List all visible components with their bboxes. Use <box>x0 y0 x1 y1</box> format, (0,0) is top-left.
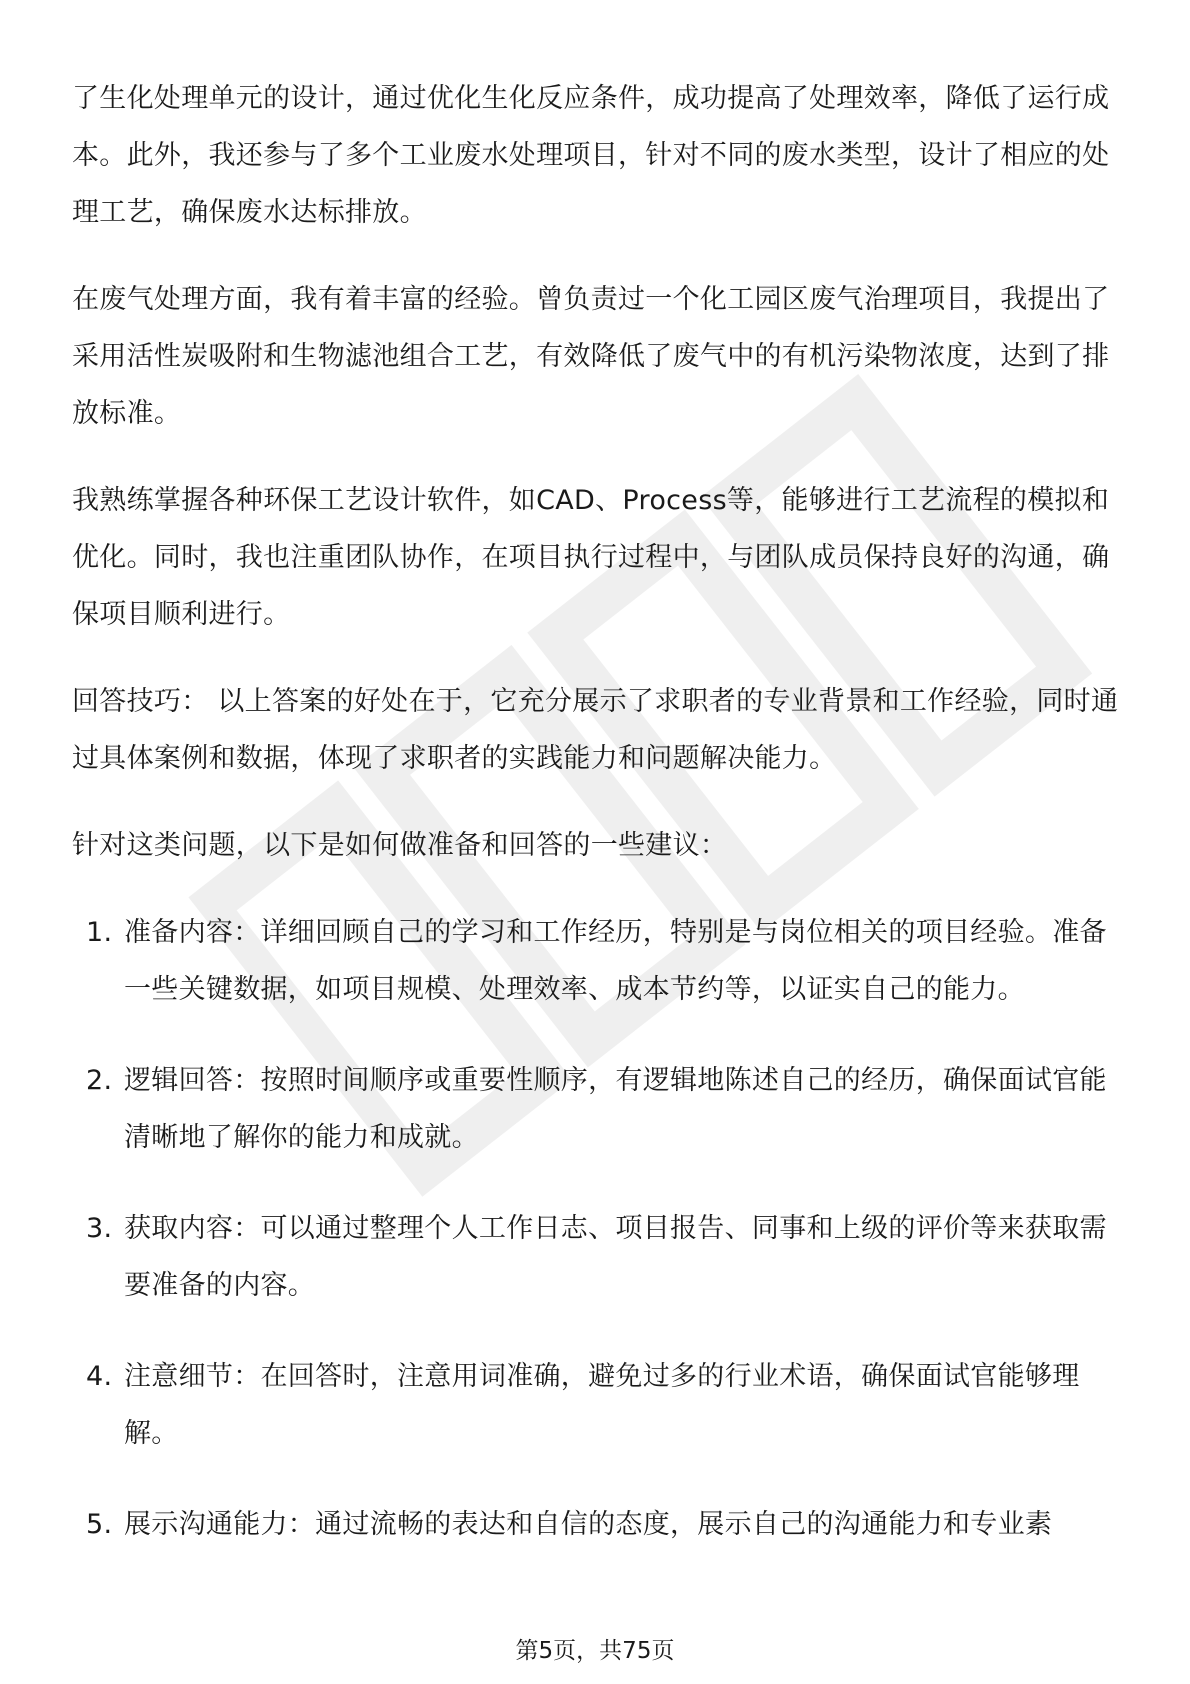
paragraph-software-skills: 我熟练掌握各种环保工艺设计软件，如CAD、Process等，能够进行工艺流程的模拟和优化。同时，我也注重团队协作，在项目执行过程中，与团队成员保持良好的沟通，确保项目顺利进行。 <box>72 485 1110 630</box>
document-page <box>72 70 1132 1587</box>
list-item-number: 4. <box>86 1361 113 1392</box>
list-item <box>72 1496 1132 1553</box>
list-item-number: 3. <box>86 1213 113 1244</box>
page-number-footer: 第5页，共75页 <box>515 1638 675 1664</box>
list-item-text: 展示沟通能力：通过流畅的表达和自信的态度，展示自己的沟通能力和专业素 <box>124 1509 1053 1540</box>
paragraph-wastewater: 了生化处理单元的设计，通过优化生化反应条件，成功提高了处理效率，降低了运行成本。此外，我还参与了多个工业废水处理项目，针对不同的废水类型，设计了相应的处理工艺，确保废水达标排放。 <box>72 83 1110 228</box>
paragraph-suggestions-intro: 针对这类问题，以下是如何做准备和回答的一些建议： <box>72 830 728 861</box>
list-item <box>72 904 1132 1018</box>
list-item-text: 获取内容：可以通过整理个人工作日志、项目报告、同事和上级的评价等来获取需要准备的内容。 <box>124 1213 1107 1301</box>
suggestions-list <box>72 904 1132 1553</box>
list-item-number: 5. <box>86 1509 113 1540</box>
list-item-text: 准备内容：详细回顾自己的学习和工作经历，特别是与岗位相关的项目经验。准备一些关键数据，如项目规模、处理效率、成本节约等，以证实自己的能力。 <box>124 917 1107 1005</box>
list-item <box>72 1200 1132 1314</box>
list-item <box>72 1348 1132 1462</box>
list-item <box>72 1052 1132 1166</box>
list-item-number: 2. <box>86 1065 113 1096</box>
list-item-text: 注意细节：在回答时，注意用词准确，避免过多的行业术语，确保面试官能够理解。 <box>124 1361 1080 1449</box>
list-item-text: 逻辑回答：按照时间顺序或重要性顺序，有逻辑地陈述自己的经历，确保面试官能清晰地了解你的能力和成就。 <box>124 1065 1107 1153</box>
paragraph-waste-gas: 在废气处理方面，我有着丰富的经验。曾负责过一个化工园区废气治理项目，我提出了采用活性炭吸附和生物滤池组合工艺，有效降低了废气中的有机污染物浓度，达到了排放标准。 <box>72 284 1110 429</box>
paragraph-answer-tips: 回答技巧： 以上答案的好处在于，它充分展示了求职者的专业背景和工作经验，同时通过具体案例和数据，体现了求职者的实践能力和问题解决能力。 <box>72 686 1119 774</box>
list-item-number: 1. <box>86 917 113 948</box>
